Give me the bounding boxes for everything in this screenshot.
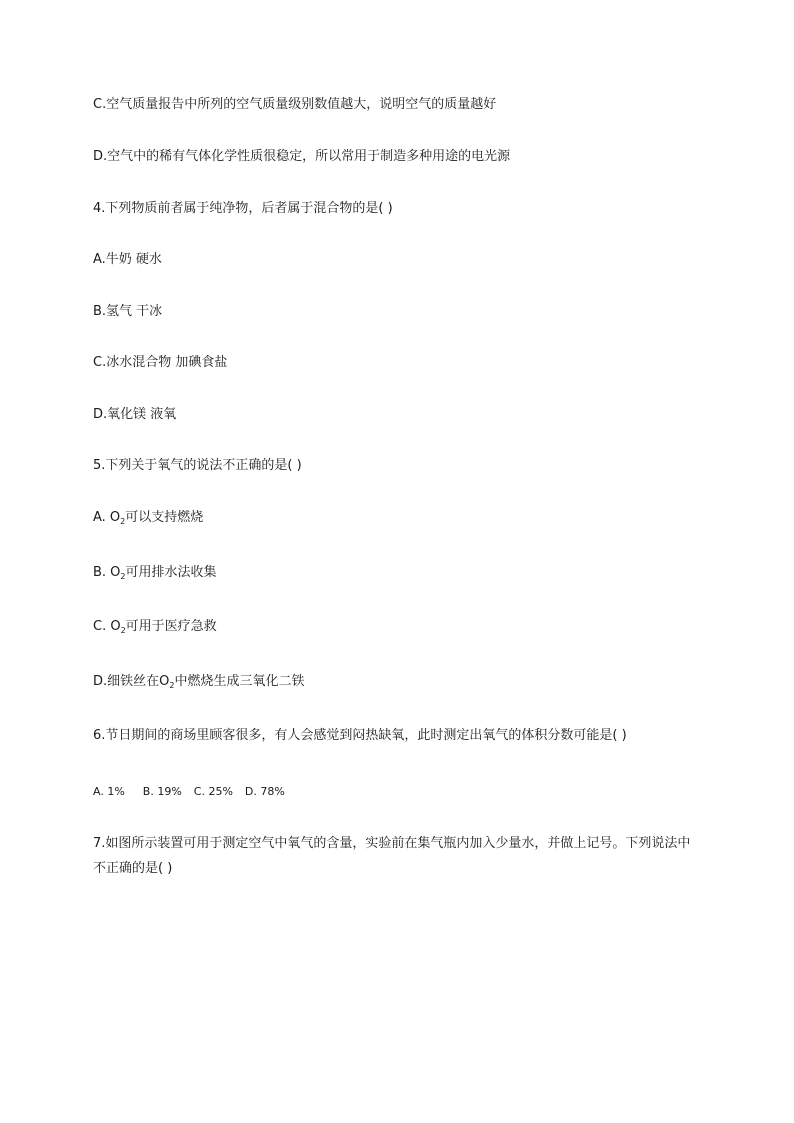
question-5-option-a (93, 510, 203, 526)
question-4-stem: 4.下列物质前者属于纯净物，后者属于混合物的是( ) (93, 201, 393, 216)
subscript: 2 (120, 517, 126, 526)
subscript: 2 (120, 626, 126, 635)
question-4-option-b: B.氢气 干冰 (93, 304, 163, 319)
option-prefix: C. O (93, 619, 121, 634)
question-5-option-c (93, 619, 217, 635)
question-3-option-c: C.空气质量报告中所列的空气质量级别数值越大，说明空气的质量越好 (93, 97, 497, 112)
option-text: 可用于医疗急救 (125, 619, 217, 634)
question-5-option-b (93, 565, 217, 581)
question-5-stem: 5.下列关于氧气的说法不正确的是( ) (93, 458, 302, 473)
subscript: 2 (169, 681, 175, 690)
question-4-option-d: D.氧化镁 液氧 (93, 407, 177, 422)
option-prefix: D.细铁丝在O (93, 674, 170, 689)
option-text: 中燃烧生成三氧化二铁 (174, 674, 305, 689)
question-7-stem: 7.如图所示装置可用于测定空气中氧气的含量，实验前在集气瓶内加入少量水，并做上记号。下列说法中不正确的是( ) (93, 836, 691, 876)
question-6-option-a: A. 1% (93, 785, 125, 798)
question-6-option-b: B. 19% (142, 785, 182, 798)
question-6-stem: 6.节日期间的商场里顾客很多，有人会感觉到闷热缺氧，此时测定出氧气的体积分数可能是( ) (93, 728, 627, 743)
question-5-option-d (93, 674, 305, 690)
question-4-option-c: C.冰水混合物 加碘食盐 (93, 355, 228, 370)
option-prefix: B. O (93, 565, 121, 580)
question-6-option-d: D. 78% (244, 785, 285, 798)
question-4-option-a: A.牛奶 硬水 (93, 252, 162, 267)
option-text: 可以支持燃烧 (125, 510, 204, 525)
subscript: 2 (120, 572, 126, 581)
option-prefix: A. O (93, 510, 121, 525)
option-text: 可用排水法收集 (125, 565, 217, 580)
question-6-options (93, 784, 285, 800)
question-3-option-d: D.空气中的稀有气体化学性质很稳定，所以常用于制造多种用途的电光源 (93, 149, 511, 164)
question-6-option-c: C. 25% (193, 785, 233, 798)
